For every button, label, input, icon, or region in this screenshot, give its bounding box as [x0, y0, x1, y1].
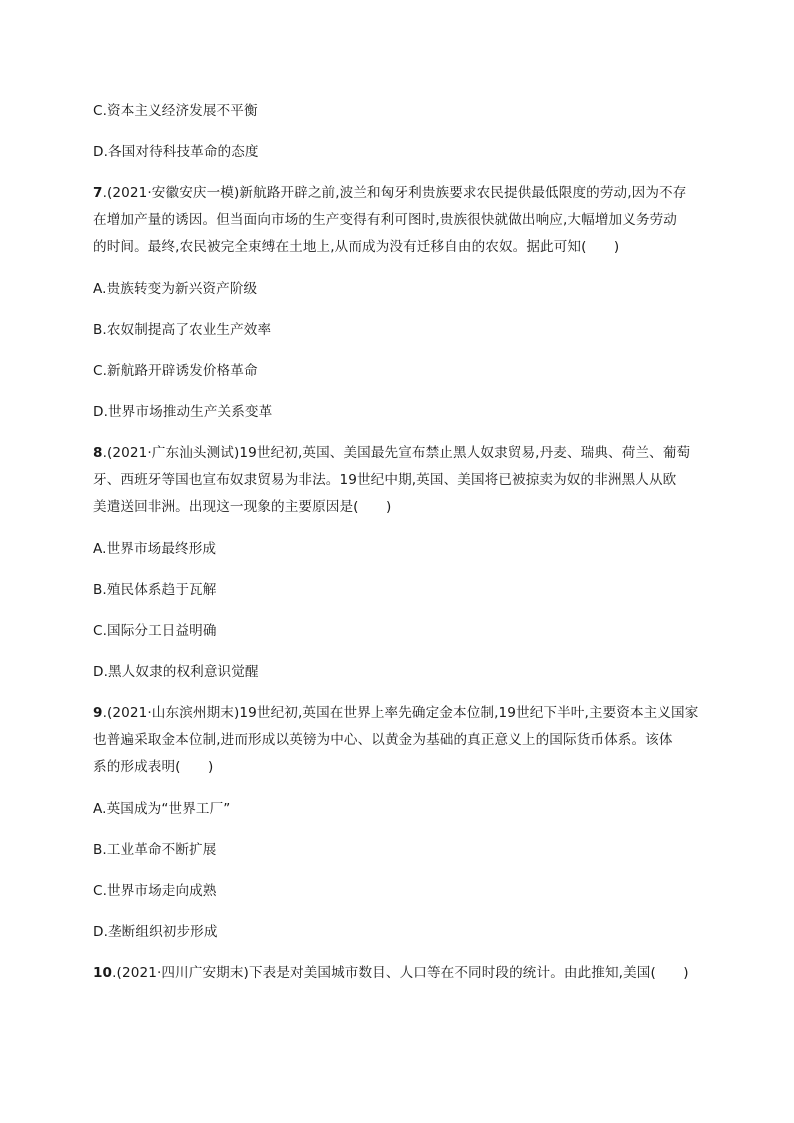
- q9-option-b: B.工业革命不断扩展: [93, 842, 217, 858]
- q8-text: 19世纪初,英国、美国最先宣布禁止黑人奴隶贸易,丹麦、瑞典、荷兰、葡萄: [239, 445, 691, 461]
- q9-text: 19世纪初,英国在世界上率先确定金本位制,19世纪下半叶,主要资本主义国家: [239, 705, 699, 721]
- q10-text: 下表是对美国城市数目、人口等在不同时段的统计。由此推知,美国( ): [248, 965, 689, 981]
- q7-option-b: B.农奴制提高了农业生产效率: [93, 322, 272, 338]
- q10-source: .(2021·四川广安期末): [112, 965, 249, 981]
- q9-number: 9: [93, 705, 103, 721]
- q7-source: .(2021·安徽安庆一模): [102, 185, 240, 201]
- q7-stem-line-2: 在增加产量的诱因。但当面向市场的生产变得有利可图时,贵族很快就做出响应,大幅增加义务劳动: [93, 212, 677, 228]
- q10-stem-line-1: [93, 963, 703, 983]
- q10-number: 10: [93, 965, 113, 981]
- q8-stem-line-2: 牙、西班牙等国也宣布奴隶贸易为非法。19世纪中期,英国、美国将已被掠卖为奴的非洲黑人从欧: [93, 472, 677, 488]
- q9-option-c: C.世界市场走向成熟: [93, 883, 217, 899]
- q8-option-d: D.黑人奴隶的权利意识觉醒: [93, 664, 259, 680]
- q8-option-a: A.世界市场最终形成: [93, 541, 217, 557]
- q8-stem-line-1: [93, 443, 703, 463]
- q6-option-d: D.各国对待科技革命的态度: [93, 144, 259, 160]
- q8-option-c: C.国际分工日益明确: [93, 623, 217, 639]
- q9-stem-line-3: 系的形成表明( ): [93, 759, 214, 775]
- q7-stem-line-1: [93, 183, 703, 203]
- q9-option-d: D.垄断组织初步形成: [93, 924, 218, 940]
- q9-option-a: A.英国成为“世界工厂”: [93, 801, 231, 817]
- q8-stem-line-3: 美遣送回非洲。出现这一现象的主要原因是( ): [93, 499, 392, 515]
- q8-source: .(2021·广东汕头测试): [102, 445, 240, 461]
- q7-option-c: C.新航路开辟诱发价格革命: [93, 363, 258, 379]
- q7-option-d: D.世界市场推动生产关系变革: [93, 404, 273, 420]
- q8-option-b: B.殖民体系趋于瓦解: [93, 582, 217, 598]
- q9-stem-line-2: 也普遍采取金本位制,进而形成以英镑为中心、以黄金为基础的真正意义上的国际货币体系。该体: [93, 732, 673, 748]
- q9-stem-line-1: [93, 703, 703, 723]
- q7-number: 7: [93, 185, 103, 201]
- q9-source: .(2021·山东滨州期末): [102, 705, 240, 721]
- q7-option-a: A.贵族转变为新兴资产阶级: [93, 281, 258, 297]
- q6-option-c: C.资本主义经济发展不平衡: [93, 103, 258, 119]
- q7-stem-line-3: 的时间。最终,农民被完全束缚在土地上,从而成为没有迁移自由的农奴。据此可知( ): [93, 239, 620, 255]
- q7-text: 新航路开辟之前,波兰和匈牙利贵族要求农民提供最低限度的劳动,因为不存: [239, 185, 687, 201]
- q8-number: 8: [93, 445, 103, 461]
